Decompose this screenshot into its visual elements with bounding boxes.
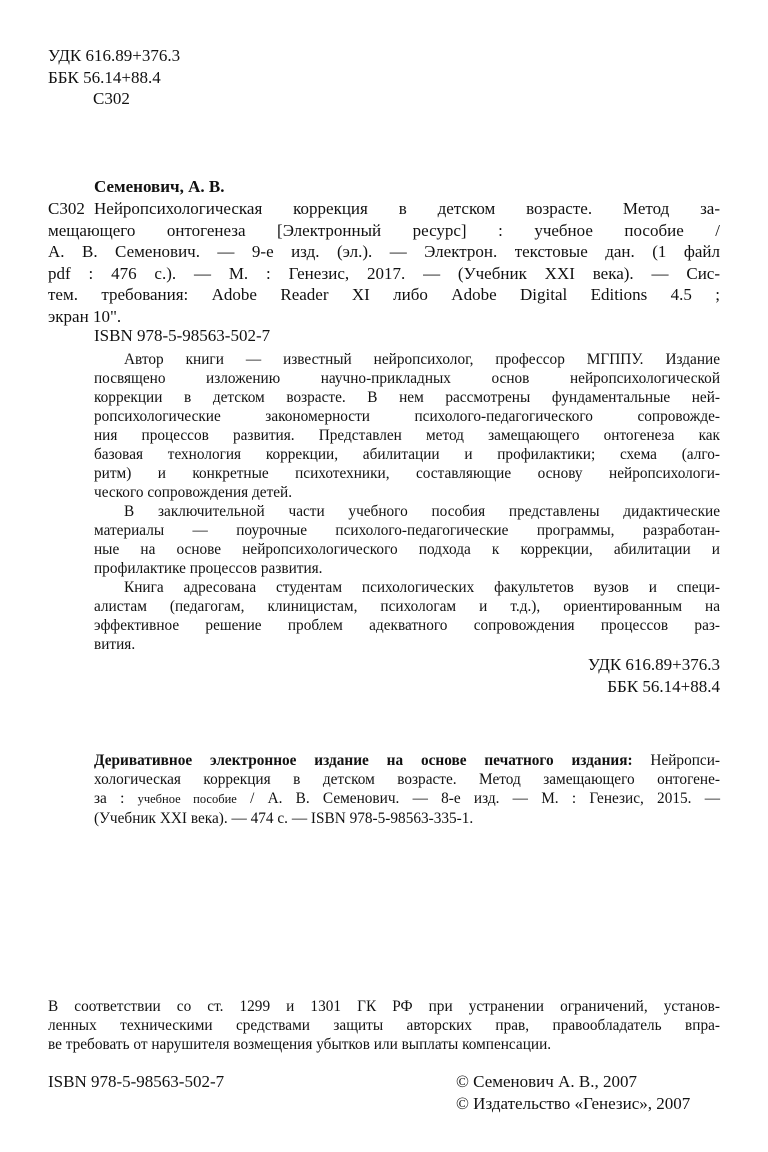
rights-line: В соответствии со ст. 1299 и 1301 ГК РФ при устранении ограничений, установ- [48, 998, 720, 1015]
derivative-line [94, 789, 720, 809]
annotation-line: ропсихологические закономерности психолого-педагогического сопровожде- [94, 408, 720, 425]
udk-code: УДК 616.89+376.3 [48, 46, 181, 65]
derivative-subtitle: учебное пособие [137, 792, 237, 806]
record-line: pdf : 476 с.). — М. : Генезис, 2017. — (Учебник XXI века). — Сис- [48, 263, 720, 283]
classification-block [48, 45, 180, 110]
classification-block-right [588, 654, 720, 697]
record-line: экран 10". [48, 306, 122, 326]
annotation-line: ческого сопровождения детей. [94, 484, 293, 501]
annotation-line: ритм) и конкретные психотехники, составляющие основу нейропсихологи- [94, 465, 720, 482]
derivative-line [94, 751, 720, 770]
annotation [94, 350, 720, 654]
derivative-lead: Деривативное электронное издание на основе печатного издания: [94, 752, 633, 769]
annotation-line: Автор книги — известный нейропсихолог, профессор МГППУ. Издание [124, 351, 720, 368]
derivative-text: за : [94, 790, 138, 807]
copyright-publisher: © Издательство «Генезис», 2007 [456, 1093, 691, 1113]
annotation-line: эффективное решение проблем адекватного сопровождения процессов раз- [94, 617, 720, 634]
annotation-line: Книга адресована студентам психологических факультетов вузов и специ- [124, 579, 720, 596]
bottom-isbn: ISBN 978-5-98563-502-7 [48, 1072, 225, 1091]
copyright-author: © Семенович А. В., 2007 [456, 1072, 637, 1091]
derivative-title-start: Нейропси- [632, 752, 720, 769]
annotation-line: профилактике процессов развития. [94, 560, 323, 577]
bbk-code: ББК 56.14+88.4 [48, 67, 161, 87]
record-code: С302 [48, 199, 85, 218]
record-isbn: ISBN 978-5-98563-502-7 [94, 326, 271, 345]
rights-line: ве требовать от нарушителя возмещения убытков или выплаты компенсации. [48, 1036, 552, 1053]
bbk-code: ББК 56.14+88.4 [607, 676, 720, 696]
annotation-line: вития. [94, 636, 136, 653]
annotation-line: посвящено изложению научно-прикладных основ нейропсихологической [94, 370, 720, 387]
record-line: тем. требования: Adobe Reader XI либо Adobe Digital Editions 4.5 ; [48, 285, 720, 304]
author-heading: Семенович, А. В. [94, 177, 225, 196]
udk-code: УДК 616.89+376.3 [587, 655, 720, 674]
annotation-line: материалы — поурочные психолого-педагогические программы, разработан- [94, 522, 720, 539]
author-mark: С302 [93, 89, 130, 108]
record-line: Нейропсихологическая коррекция в детском возрасте. Метод за- [94, 199, 720, 218]
annotation-line: ные на основе нейропсихологического подхода к коррекции, абилитации и [94, 541, 720, 558]
copyright-block [456, 1071, 690, 1114]
annotation-line: алистам (педагогам, клиницистам, психологам и т.д.), ориентированным на [94, 598, 720, 615]
record-line: мещающего онтогенеза [Электронный ресурс] : учебное пособие / [48, 220, 720, 240]
record-line: А. В. Семенович. — 9-е изд. (эл.). — Электрон. текстовые дан. (1 файл [48, 242, 720, 261]
derivative-note [94, 751, 720, 828]
annotation-line: базовая технология коррекции, абилитации и профилактики; схема (алго- [94, 446, 720, 463]
derivative-line: (Учебник XXI века). — 474 с. — ISBN 978-5-98563-335-1. [94, 810, 474, 827]
rights-line: ленных техническими средствами защиты авторских прав, правообладатель впра- [48, 1017, 720, 1034]
rights-notice [48, 997, 720, 1054]
annotation-line: ния процессов развития. Представлен метод замещающего онтогенеза как [94, 427, 720, 444]
annotation-line: коррекции в детском возрасте. В нем рассмотрены фундаментальные ней- [94, 389, 720, 406]
annotation-line: В заключительной части учебного пособия представлены дидактические [124, 503, 720, 520]
derivative-line: хологическая коррекция в детском возрасте. Метод замещающего онтогене- [94, 771, 720, 788]
derivative-text: / А. В. Семенович. — 8-е изд. — М. : Генезис, 2015. — [236, 790, 721, 807]
